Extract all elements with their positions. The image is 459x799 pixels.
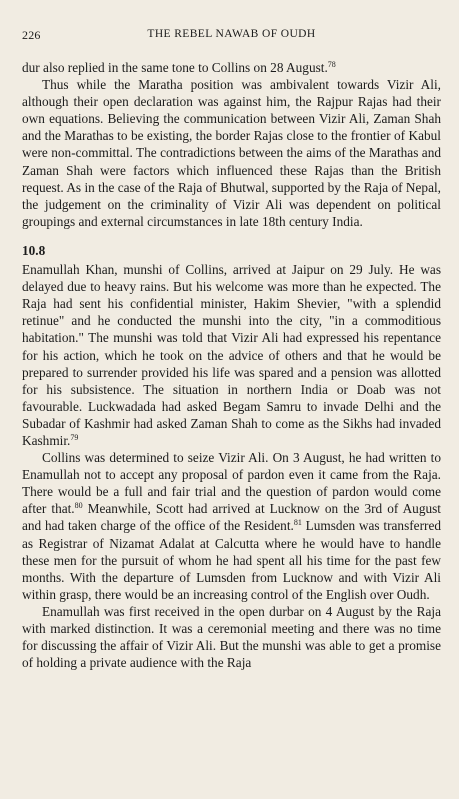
paragraph (22, 261, 441, 449)
paragraph (22, 449, 441, 603)
paragraph-text: dur also replied in the same tone to Collins on 28 August. (22, 60, 328, 75)
paragraph (22, 603, 441, 671)
footnote-marker: 78 (327, 60, 336, 69)
footnote-marker: 79 (70, 432, 79, 442)
page-header (22, 28, 441, 46)
paragraph-text: Enamullah was first received in the open durbar on 4 August by the Raja with marked distinction. It was a ceremonial meeting and there was no time for discussing the affair of Vizir Ali. But the munshi was able to get a promise of holding a private audience with the Raja (22, 603, 441, 671)
running-title: THE REBEL NAWAB OF OUDH (147, 28, 316, 40)
paragraph-text: Meanwhile, Scott had arrived at Lucknow on the 3rd of August and had taken charge of the office of the Resident. (22, 501, 441, 534)
paragraph-text: Collins was determined to seize Vizir Ali. On 3 August, he had written to Enamullah not to accept any proposal of pardon even it came from the Raja. There would be a full and fair trial and the question of pardon would come after that. (22, 450, 441, 517)
paragraph-text: Lumsden was transferred as Registrar of Nizamat Adalat at Calcutta where he would have to handle these men for the pursuit of whom he had spent all his time for the past few months. With the departure of Lumsden from Lucknow and with Vizir Ali within grasp, there would be an increasing control of the English over Oudh. (22, 518, 441, 602)
paragraph-continued (22, 59, 441, 76)
paragraph-text: Thus while the Maratha position was ambivalent towards Vizir Ali, although their open declaration was against him, the Rajpur Rajas had their own equations. Believing the communication between Vizir Ali, Zaman Shah and the Marathas to be existing, the border Rajas close to the frontier of Kabul were non-committal. The contradictions between the aims of the Marathas and Zaman Shah were factors which influenced these Rajas than the British request. As in the case of the Raja of Bhutwal, supported by the Raja of Nepal, the judgement on the criminality of Vizir Ali was dependent on political groupings and external circumstances in late 18th century India. (22, 77, 441, 229)
section-heading: 10.8 (22, 242, 46, 258)
footnote-marker: 80 (74, 501, 83, 511)
footnote-marker: 81 (293, 518, 302, 528)
page-body (22, 59, 441, 671)
page-number: 226 (22, 28, 41, 42)
paragraph (22, 76, 441, 230)
paragraph-text: Enamullah Khan, munshi of Collins, arrived at Jaipur on 29 July. He was delayed due to heavy rains. But his welcome was more than he expected. The Raja had sent his confidential minister, Hakim Shevier, "with a splendid retinue" and he conducted the munshi into the city, "in a commoditious habitation." The munshi was told that Vizir Ali had expressed his repentance for his action, which he took on the advice of others and that he would be prepared to surrender provided his life was spared and a pension was allotted for his subsistence. The situation in northern India or Doab was not favourable. Luckwadada had asked Begam Samru to invade Delhi and the Subadar of Kashmir had asked Zaman Shah to come as the Sikhs had invaded Kashmir. (22, 262, 441, 448)
